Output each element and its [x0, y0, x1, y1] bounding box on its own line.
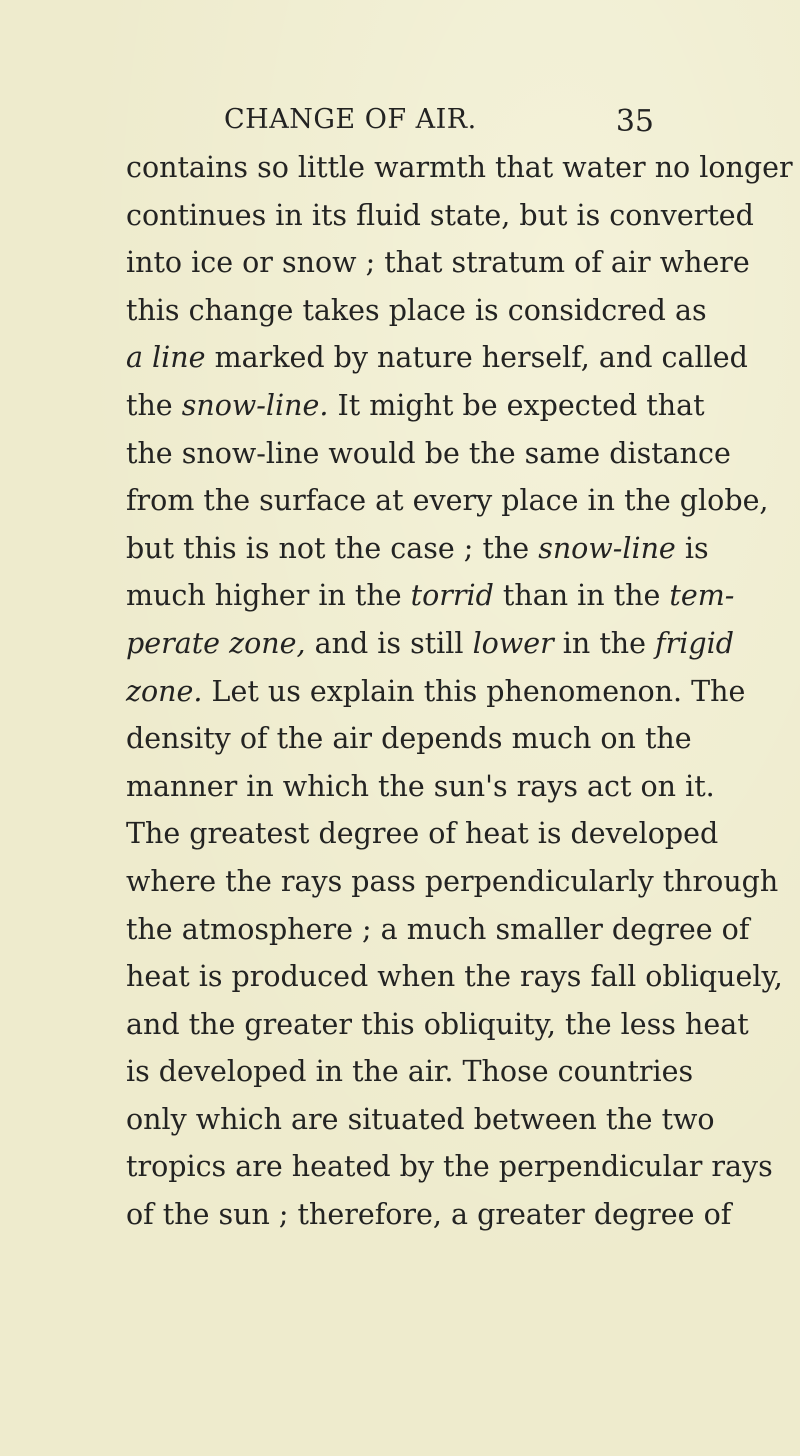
- body-text: [126, 144, 793, 1239]
- text-line: [126, 1096, 715, 1144]
- text-segment: only which are situated between the two: [126, 1102, 715, 1136]
- text-segment: The greatest degree of heat is developed: [126, 817, 719, 851]
- text-line: [126, 858, 779, 906]
- text-segment: from the surface at every place in the globe,: [126, 484, 769, 518]
- text-line: [126, 572, 735, 620]
- text-segment: tropics are heated by the perpendicular rays: [126, 1150, 773, 1184]
- page-number: 35: [615, 104, 654, 139]
- text-segment: in the: [553, 626, 656, 660]
- text-segment: and the greater this obliquity, the less heat: [126, 1007, 749, 1041]
- italic-text: perate zone,: [126, 626, 306, 660]
- text-segment: into ice or snow ; that stratum of air where: [126, 246, 750, 280]
- text-segment: marked by nature herself, and called: [205, 341, 748, 375]
- text-segment: but this is not the case ; the: [126, 531, 539, 565]
- italic-text: snow-line.: [181, 388, 329, 422]
- text-segment: the: [126, 388, 182, 422]
- text-line: [126, 382, 705, 430]
- text-line: [126, 1001, 749, 1049]
- running-title: CHANGE OF AIR.: [224, 104, 477, 135]
- text-line: [126, 430, 731, 478]
- italic-text: zone.: [126, 674, 203, 708]
- text-line: [126, 525, 709, 573]
- text-segment: is: [675, 531, 709, 565]
- text-line: [126, 287, 707, 335]
- text-line: [126, 144, 793, 192]
- text-line: [126, 763, 715, 811]
- italic-text: snow-line: [538, 531, 676, 565]
- text-line: [126, 715, 692, 763]
- text-line: [126, 668, 746, 716]
- text-segment: is developed in the air. Those countries: [126, 1055, 694, 1089]
- text-segment: continues in its fluid state, but is converted: [126, 198, 754, 232]
- text-line: [126, 1191, 732, 1239]
- text-segment: density of the air depends much on the: [126, 722, 692, 756]
- text-segment: manner in which the sun's rays act on it.: [126, 769, 715, 803]
- text-segment: heat is produced when the rays fall obliquely,: [126, 960, 783, 994]
- text-segment: of the sun ; therefore, a greater degree of: [126, 1198, 732, 1232]
- text-segment: and is still: [305, 626, 473, 660]
- text-segment: this change takes place is considcred as: [126, 293, 707, 327]
- text-segment: where the rays pass perpendicularly through: [126, 864, 779, 898]
- text-line: [126, 192, 754, 240]
- text-line: [126, 906, 750, 954]
- text-line: [126, 239, 750, 287]
- text-segment: It might be expected that: [328, 388, 705, 422]
- italic-text: lower: [472, 626, 554, 660]
- text-line: [126, 477, 769, 525]
- text-line: [126, 1048, 694, 1096]
- text-segment: much higher in the: [126, 579, 411, 613]
- text-line: [126, 620, 734, 668]
- text-line: [126, 334, 748, 382]
- text-segment: contains so little warmth that water no longer: [126, 151, 793, 184]
- italic-text: torrid: [410, 579, 494, 613]
- italic-text: a line: [126, 341, 206, 375]
- text-segment: the snow-line would be the same distance: [126, 436, 731, 470]
- text-segment: Let us explain this phenomenon. The: [202, 674, 746, 708]
- text-line: [126, 953, 783, 1001]
- italic-text: frigid: [655, 626, 734, 660]
- text-line: [126, 1143, 773, 1191]
- text-segment: than in the: [493, 579, 670, 613]
- italic-text: tem-: [669, 579, 735, 613]
- text-segment: the atmosphere ; a much smaller degree of: [126, 912, 750, 946]
- page-header: [224, 104, 654, 144]
- text-line: [126, 810, 719, 858]
